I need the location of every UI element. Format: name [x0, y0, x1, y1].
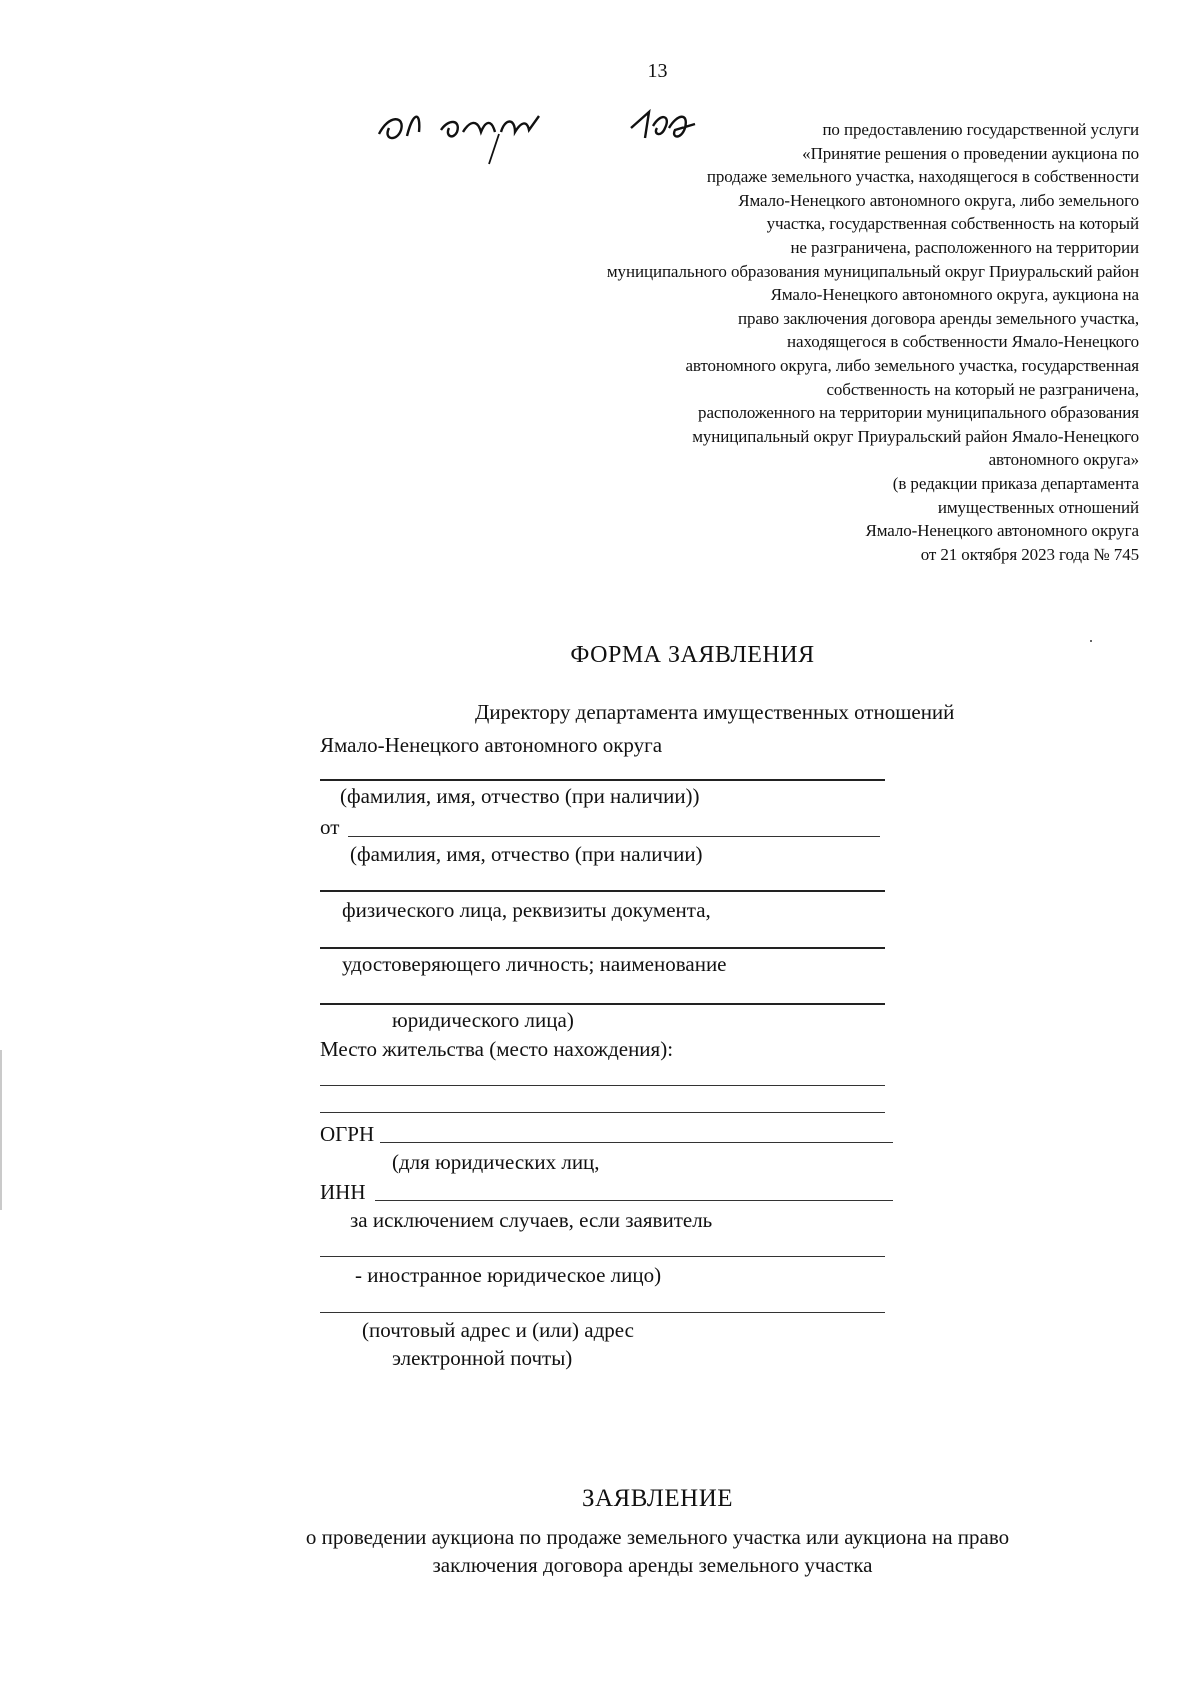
applicant-name-caption: (фамилия, имя, отчество (при наличии) — [350, 842, 703, 866]
addressee-line-2: Ямало-Ненецкого автономного округа — [320, 733, 663, 757]
preamble-line: собственность на который не разграничена, — [826, 379, 1139, 399]
statement-subtitle — [0, 1523, 1200, 1579]
statement-title: ЗАЯВЛЕНИЕ — [581, 1485, 734, 1512]
applicant-details-line-3[interactable] — [320, 1003, 885, 1005]
preamble-line: участка, государственная собственность на который — [766, 214, 1139, 234]
amendment-date-text: от 21 октября 2023 года № 745 — [920, 544, 1139, 564]
preamble-line: Ямало-Ненецкого автономного округа, аукциона на — [770, 285, 1139, 305]
director-name-caption: (фамилия, имя, отчество (при наличии)) — [340, 784, 700, 808]
preamble-line: продаже земельного участка, находящегося в собственности — [706, 167, 1139, 187]
foreign-entity-line[interactable] — [320, 1256, 885, 1257]
preamble-line: не разграничена, расположенного на территории — [790, 237, 1139, 257]
applicant-details-line-1[interactable] — [320, 890, 885, 892]
caption-identity-doc: удостоверяющего личность; наименование — [342, 952, 727, 976]
foreign-entity-caption: - иностранное юридическое лицо) — [355, 1263, 662, 1287]
preamble-line: муниципального образования муниципальный округ Приуральский район — [606, 261, 1139, 281]
residence-line-2[interactable] — [320, 1112, 885, 1113]
ogrn-caption: (для юридических лиц, — [392, 1150, 600, 1174]
preamble-line: Ямало-Ненецкого автономного округа, либо земельного — [738, 190, 1139, 210]
inn-input-line[interactable] — [375, 1200, 893, 1201]
preamble-line: автономного округа» — [988, 450, 1139, 470]
scan-edge-mark — [0, 1050, 2, 1210]
scan-dot — [1090, 640, 1092, 642]
preamble-line: право заключения договора аренды земельного участка, — [738, 308, 1139, 328]
preamble-line: находящегося в собственности Ямало-Ненецкого — [787, 332, 1139, 352]
from-label: от — [320, 815, 340, 839]
preamble-line: «Принятие решения о проведении аукциона по — [802, 143, 1139, 163]
statement-subtitle-line-1: о проведении аукциона по продаже земельного участка или аукциона на право — [305, 1525, 1010, 1549]
postal-caption-2: электронной почты) — [392, 1346, 573, 1370]
preamble-line: по предоставлению государственной услуги — [822, 120, 1139, 139]
ogrn-label: ОГРН — [320, 1122, 375, 1146]
director-name-line[interactable] — [320, 779, 885, 781]
applicant-details-line-2[interactable] — [320, 947, 885, 949]
handwritten-date-signature — [349, 88, 709, 168]
preamble-line: муниципальный округ Приуральский район Ямало-Ненецкого — [692, 426, 1139, 446]
ogrn-input-line[interactable] — [380, 1142, 893, 1143]
postal-address-line[interactable] — [320, 1312, 885, 1313]
amendment-date-line — [359, 543, 1139, 567]
form-title: ФОРМА ЗАЯВЛЕНИЯ — [570, 642, 815, 668]
applicant-name-line[interactable] — [348, 836, 880, 837]
preamble-line: автономного округа, либо земельного участка, государственная — [685, 355, 1139, 375]
document-preamble — [359, 118, 1139, 566]
inn-label: ИНН — [320, 1180, 366, 1204]
addressee-line-1: Директору департамента имущественных отношений — [475, 700, 955, 724]
residence-label: Место жительства (место нахождения): — [320, 1037, 674, 1061]
inn-caption: за исключением случаев, если заявитель — [350, 1208, 713, 1232]
postal-caption-1: (почтовый адрес и (или) адрес — [362, 1318, 634, 1342]
statement-subtitle-line-2: заключения договора аренды земельного участка — [432, 1553, 873, 1577]
preamble-line: расположенного на территории муниципального образования — [698, 403, 1139, 423]
preamble-line: имущественных отношений — [937, 497, 1139, 517]
caption-physical-person: физического лица, реквизиты документа, — [342, 898, 711, 922]
page-number: 13 — [647, 60, 668, 82]
caption-legal-entity: юридического лица) — [392, 1008, 574, 1032]
preamble-line: (в редакции приказа департамента — [892, 473, 1139, 493]
residence-line-1[interactable] — [320, 1085, 885, 1086]
preamble-line: Ямало-Ненецкого автономного округа — [865, 521, 1139, 541]
